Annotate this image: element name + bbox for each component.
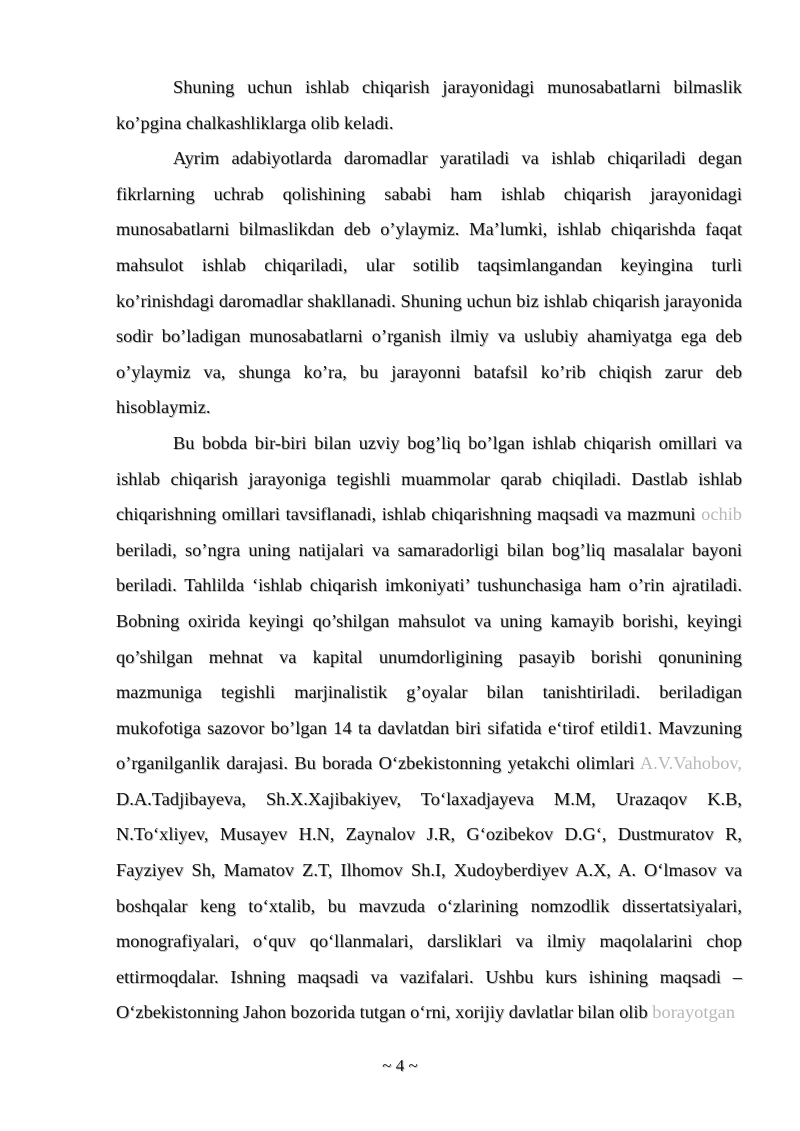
document-body [116,70,742,1031]
page-number: ~ 4 ~ [382,1056,418,1075]
faded-author-name: A.V.Vahobov, [639,753,742,774]
paragraph-1 [116,70,742,141]
paragraph-3-text-part-1: Bu bobda bir-biri bilan uzviy bog’liq bo’lgan ishlab chiqarish omillari va ishlab chiqarish jarayoniga tegishli muammolar qarab chiqiladi. Dastlab ishlab chiqarishning omillari tavsiflanadi, ishlab chiqarishning maqsadi va mazmuni [116,432,742,525]
paragraph-1-text: Shuning uchun ishlab chiqarish jarayonidagi munosabatlarni bilmaslik ko’pgina chalkashliklarga olib keladi. [116,77,742,133]
paragraph-3-text-part-3: D.A.Tadjibayeva, Sh.X.Xajibakiyev, To‘laxadjayeva M.M, Urazaqov K.B, N.To‘xliyev, Musayev H.N, Zaynalov J.R, G‘ozibekov D.G‘, Dustmuratov R, Fayziyev Sh, Mamatov Z.T, Ilhomov Sh.I, Xudoyberdiyev A.X, A. O‘lmasov va boshqalar keng to‘xtalib, bu mavzuda o‘zlarining nomzodlik dissertatsiyalari, monografiyalari, o‘quv qo‘llanmalari, darsliklari va ilmiy maqolalarini chop ettirmoqdalar. Ishning maqsadi va vazifalari. Ushbu kurs ishining maqsadi – O‘zbekistonning Jahon bozorida tutgan o‘rni, xorijiy davlatlar bilan olib [116,788,742,1023]
paragraph-3 [116,426,742,1031]
paragraph-2-text: Ayrim adabiyotlarda daromadlar yaratiladi va ishlab chiqariladi degan fikrlarning uchrab qolishining sababi ham ishlab chiqarish jarayonidagi munosabatlarni bilmaslikdan deb o’ylaymiz. Ma’lumki, ishlab chiqarishda faqat mahsulot ishlab chiqariladi, ular sotilib taqsimlangandan keyingina turli ko’rinishdagi daromadlar shakllanadi. Shuning uchun biz ishlab chiqarish jarayonida sodir bo’ladigan munosabatlarni o’rganish ilmiy va uslubiy ahamiyatga ega deb o’ylaymiz va, shunga ko’ra, bu jarayonni batafsil ko’rib chiqish zarur deb hisoblaymiz. [116,148,742,418]
faded-word-ochib: ochib [701,504,742,525]
paragraph-3-text-part-2: beriladi, so’ngra uning natijalari va samaradorligi bilan bog’liq masalalar bayoni beriladi. Tahlilda ‘ishlab chiqarish imkoniyati’ tushunchasiga ham o’rin ajratiladi. Bobning oxirida keyingi qo’shilgan mahsulot va uning kamayib borishi, keyingi qo’shilgan mehnat va kapital unumdorligining pasayib borishi qonunining mazmuniga tegishli marjinalistik g’oyalar bilan tanishtiriladi. beriladigan mukofotiga sazovor bo’lgan 14 ta davlatdan biri sifatida e‘tirof etildi1. Mavzuning o’rganilganlik darajasi. Bu borada O‘zbekistonning yetakchi olimlari [116,539,742,774]
faded-word-borayotgan: borayotgan [652,1002,736,1023]
paragraph-2 [116,141,742,426]
